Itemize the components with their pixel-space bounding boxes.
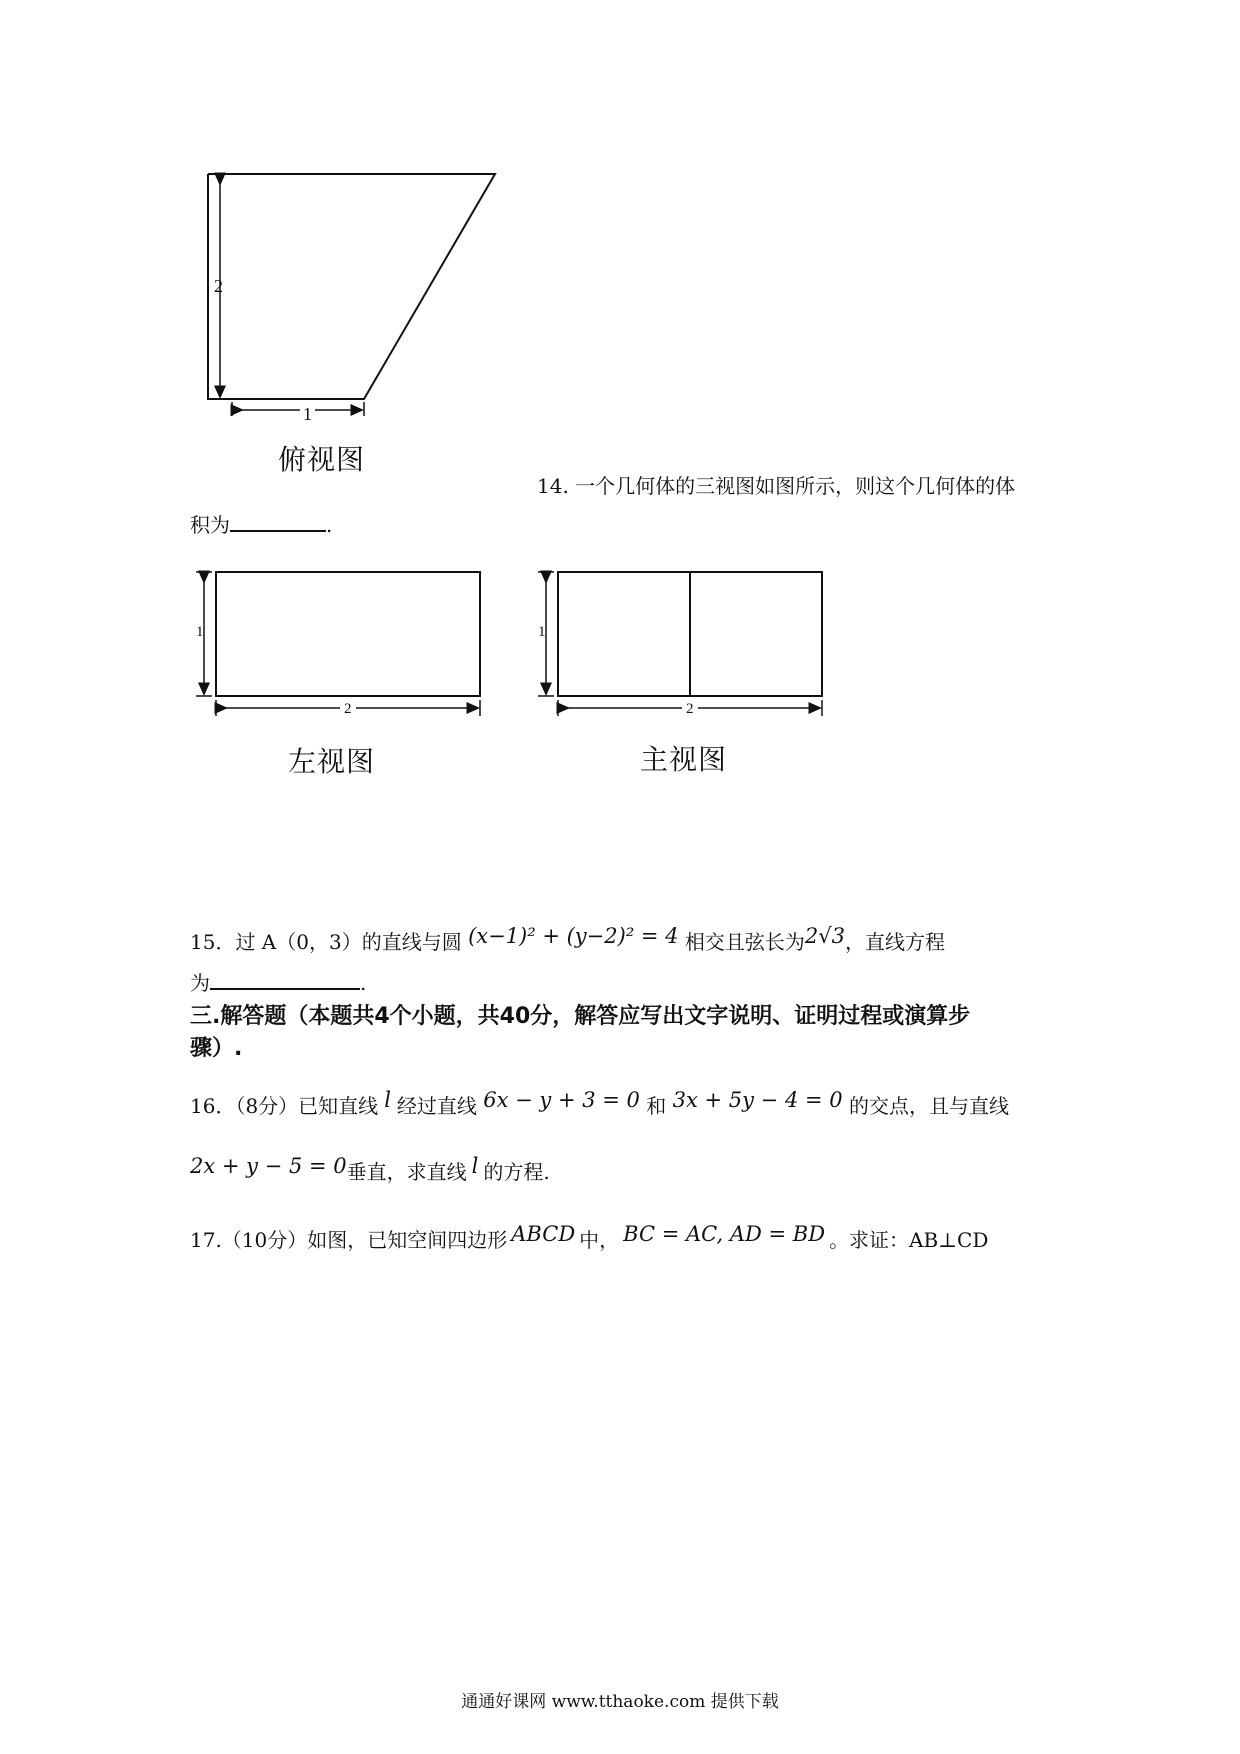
q16-line-l-2: l bbox=[471, 1154, 479, 1178]
q15-middle: 相交且弦长为 bbox=[684, 930, 805, 954]
q16-equation-2: 3x + 5y − 4 = 0 bbox=[672, 1088, 843, 1112]
q15-chord-length: 2√3 bbox=[804, 924, 846, 948]
q14-line2-suffix: . bbox=[326, 513, 333, 537]
left-view-shape bbox=[216, 572, 480, 696]
q17-line bbox=[190, 1222, 989, 1253]
top-view-height-label: 2 bbox=[214, 276, 223, 296]
left-view-height-label: 1 bbox=[196, 624, 204, 640]
side-views-figure bbox=[0, 0, 1240, 740]
q16-line2 bbox=[190, 1154, 550, 1185]
q15-line2-prefix: 为 bbox=[190, 971, 210, 995]
q15-line1 bbox=[190, 924, 946, 955]
q15-suffix: ，直线方程 bbox=[845, 930, 946, 954]
q16-equation-3: 2x + y − 5 = 0 bbox=[190, 1154, 347, 1178]
q16-mid1: 经过直线 bbox=[396, 1094, 477, 1118]
q15-line2-suffix: . bbox=[360, 971, 367, 995]
top-view-width-label: 1 bbox=[300, 404, 315, 425]
page-footer: 通通好课网 www.tthaoke.com 提供下载 bbox=[461, 1692, 779, 1712]
q14-line1: 14. 一个几何体的三视图如图所示，则这个几何体的体 bbox=[537, 474, 1016, 498]
q17-quadrilateral: ABCD bbox=[511, 1222, 576, 1246]
q14-line2-prefix: 积为 bbox=[190, 513, 230, 537]
section3-heading-line2: 骤）. bbox=[190, 1036, 243, 1061]
q17-mid: 中， bbox=[579, 1228, 620, 1252]
section3-heading-line1: 三.解答题（本题共4个小题，共40分，解答应写出文字说明、证明过程或演算步 bbox=[190, 1004, 971, 1029]
q17-end: 。求证：AB⊥CD bbox=[829, 1228, 989, 1252]
q16-mid3: 垂直，求直线 bbox=[346, 1160, 467, 1184]
q16-end: 的方程. bbox=[483, 1160, 550, 1184]
left-view-width-label: 2 bbox=[340, 701, 356, 718]
q15-answer-blank bbox=[210, 970, 360, 990]
q16-line-l: l bbox=[384, 1088, 391, 1112]
q16-mid2: 的交点，且与直线 bbox=[848, 1094, 1009, 1118]
front-view-width-label: 2 bbox=[682, 701, 698, 718]
q16-and: 和 bbox=[646, 1094, 667, 1118]
q16-prefix: 16．（8分）已知直线 bbox=[190, 1094, 379, 1118]
q16-equation-1: 6x − y + 3 = 0 bbox=[483, 1088, 640, 1112]
front-view-caption: 主视图 bbox=[640, 743, 728, 776]
q16-line1 bbox=[190, 1088, 1009, 1119]
q17-condition: BC = AC, AD = BD bbox=[623, 1222, 826, 1246]
top-view-caption: 俯视图 bbox=[278, 443, 366, 476]
left-view-caption: 左视图 bbox=[288, 745, 376, 778]
q15-prefix: 15．过 A（0，3）的直线与圆 bbox=[190, 930, 462, 954]
q17-prefix: 17.（10分）如图，已知空间四边形 bbox=[190, 1228, 508, 1252]
q15-line2 bbox=[190, 970, 366, 995]
front-view-height-label: 1 bbox=[538, 624, 546, 640]
q15-circle-equation: (x−1)² + (y−2)² = 4 bbox=[468, 924, 679, 948]
